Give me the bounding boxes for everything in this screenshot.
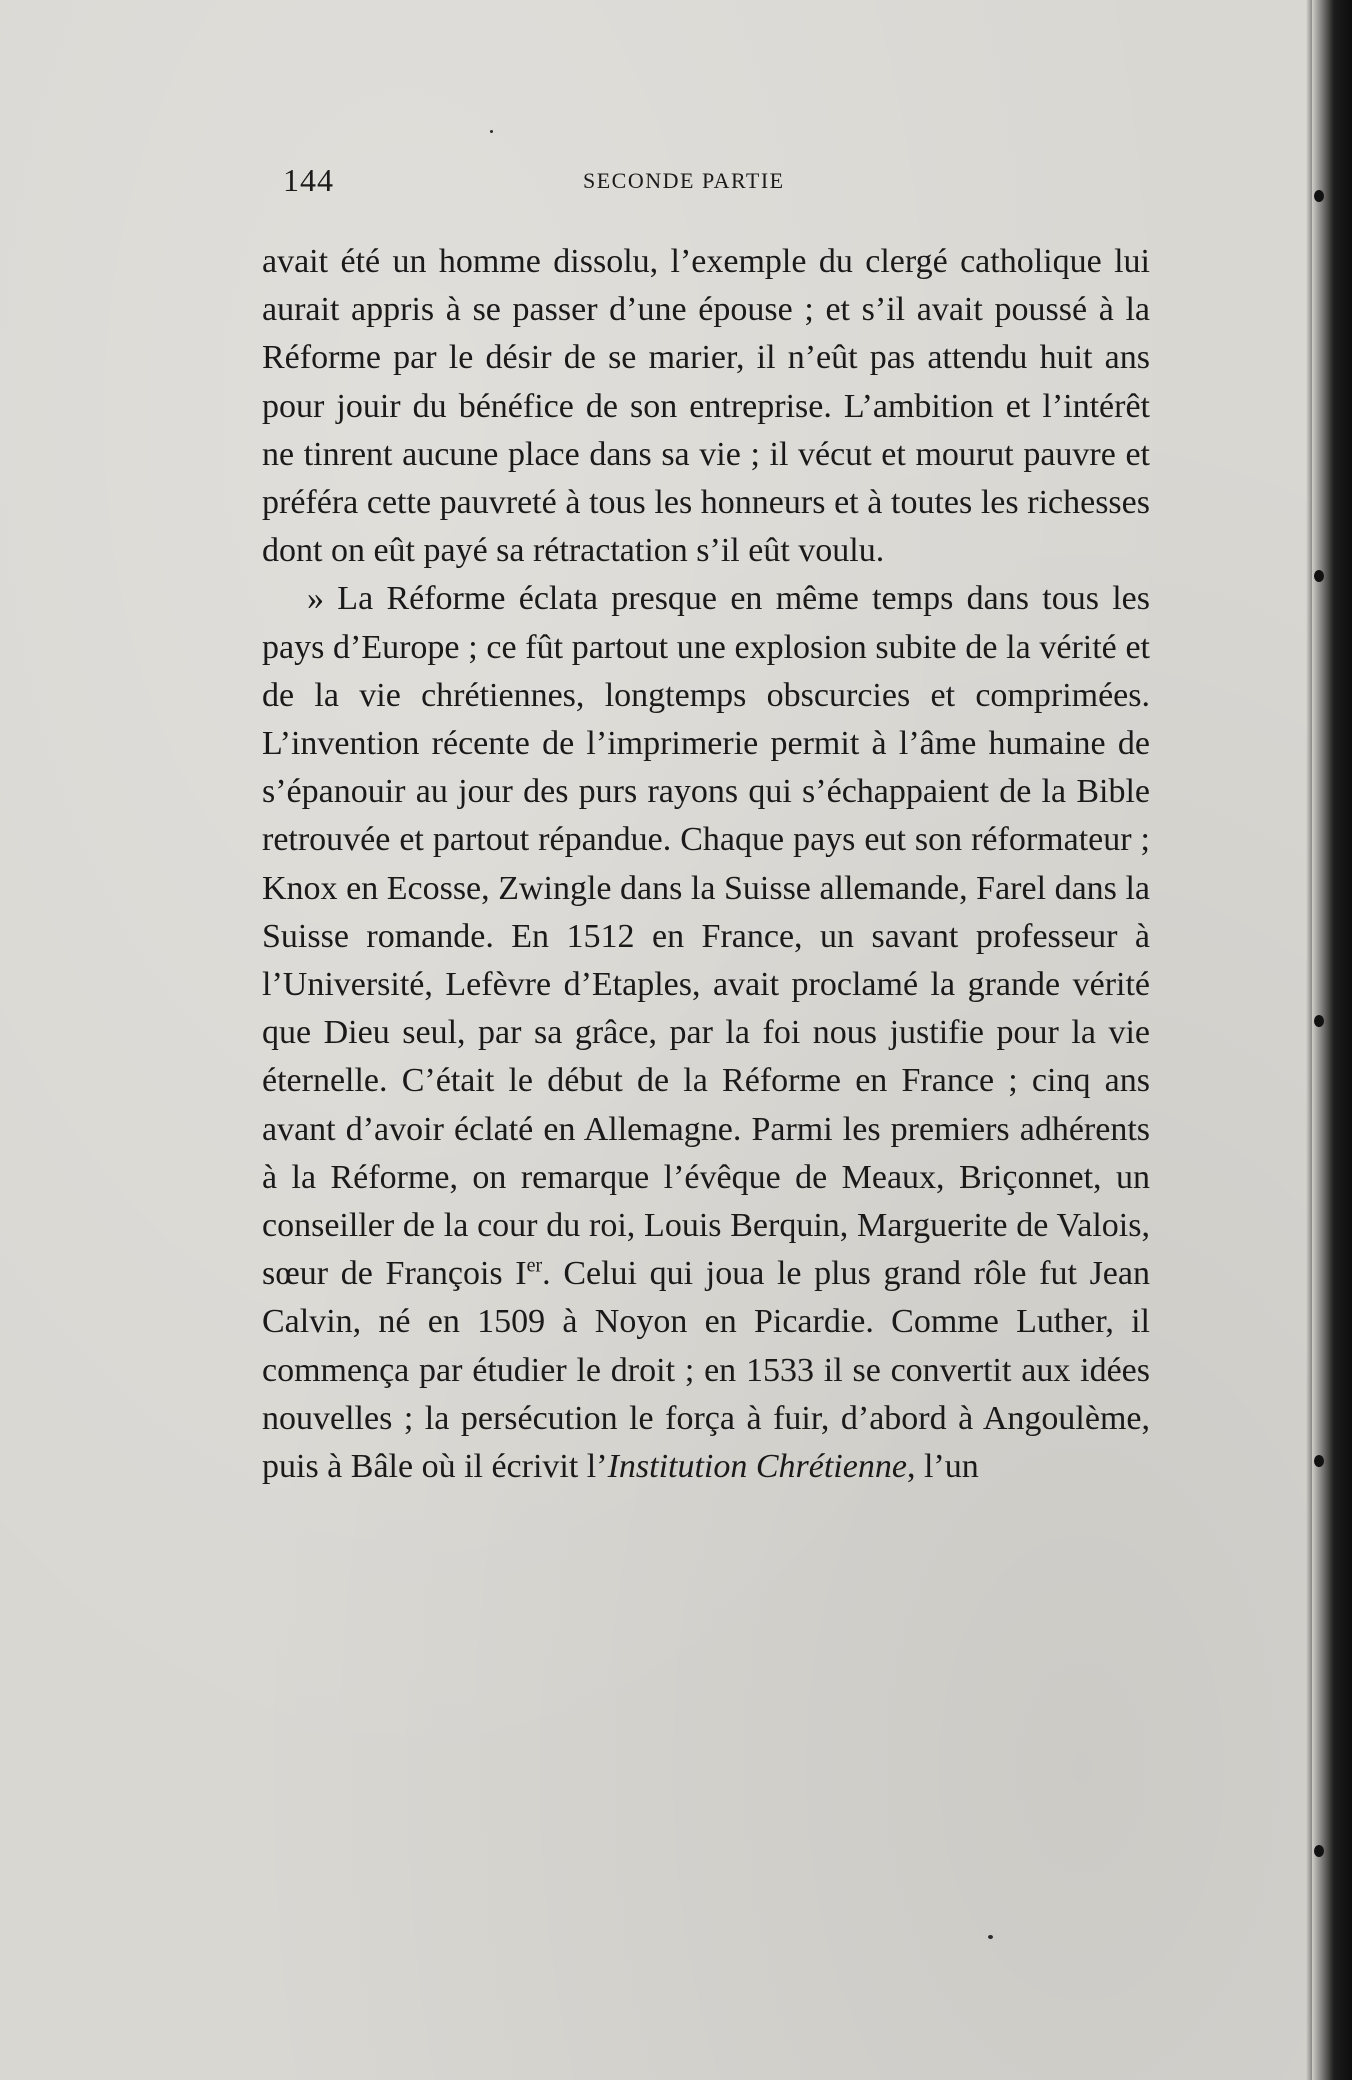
page-number: 144 bbox=[283, 162, 334, 198]
edge-mark bbox=[1314, 1845, 1324, 1857]
edge-mark bbox=[1314, 570, 1324, 582]
running-head: SECONDE PARTIE bbox=[583, 168, 785, 193]
paragraph bbox=[262, 575, 1150, 1491]
paper-speck bbox=[490, 130, 493, 133]
page-edge bbox=[1312, 0, 1352, 2080]
edge-mark bbox=[1314, 1455, 1324, 1467]
superscript: er bbox=[526, 1254, 543, 1277]
paper-speck bbox=[988, 1935, 993, 1939]
paragraph-text: , l’un bbox=[906, 1448, 979, 1486]
book-title: Institution Chrétienne bbox=[607, 1448, 907, 1486]
paragraph: avait été un homme dissolu, l’exemple du clergé catholique lui aurait appris à se passer d’une épouse ; et s’il avait poussé à la Réforme par le désir de se marier, il n’eût pas attendu huit ans pour jouir du bénéfice de son entreprise. L’ambition et l’intérêt ne tinrent aucune place dans sa vie ; il vécut et mourut pauvre et préféra cette pauvreté à tous les honneurs et à toutes les richesses dont on eût payé sa rétractation s’il eût voulu. bbox=[262, 243, 1150, 570]
body-text bbox=[262, 238, 1150, 1491]
paragraph-text: . Celui qui joua le plus grand rôle fut Jean Calvin, né en 1509 à Noyon en Picardie. Comme Luther, il commença par étudier le droit ; en 1533 il se convertit aux idées nouvelles ; la persécution le força à fuir, d’abord à Angoulème, puis à Bâle où il écrivit l’ bbox=[262, 1255, 1150, 1486]
page-header bbox=[283, 162, 1149, 202]
edge-mark bbox=[1314, 190, 1324, 202]
edge-mark bbox=[1314, 1015, 1324, 1027]
paragraph-text: » La Réforme éclata presque en même temps dans tous les pays d’Europe ; ce fût partout une explosion subite de la vérité et de la vie chrétiennes, longtemps obscurcies et comprimées. L’invention récente de l’imprimerie permit à l’âme humaine de s’épanouir au jour des purs rayons qui s’échappaient de la Bible retrouvée et partout répandue. Chaque pays eut son réformateur ; Knox en Ecosse, Zwingle dans la Suisse allemande, Farel dans la Suisse romande. En 1512 en France, un savant professeur à l’Université, Lefèvre d’Etaples, avait proclamé la grande vérité que Dieu seul, par sa grâce, par la foi nous justifie pour la vie éternelle. C’était le début de la Réforme en France ; cinq ans avant d’avoir éclaté en Allemagne. Parmi les premiers adhérents à la Réforme, on remarque l’évêque de Meaux, Briçonnet, un conseiller de la cour du roi, Louis Berquin, Marguerite de Valois, sœur de François I bbox=[262, 580, 1150, 1293]
